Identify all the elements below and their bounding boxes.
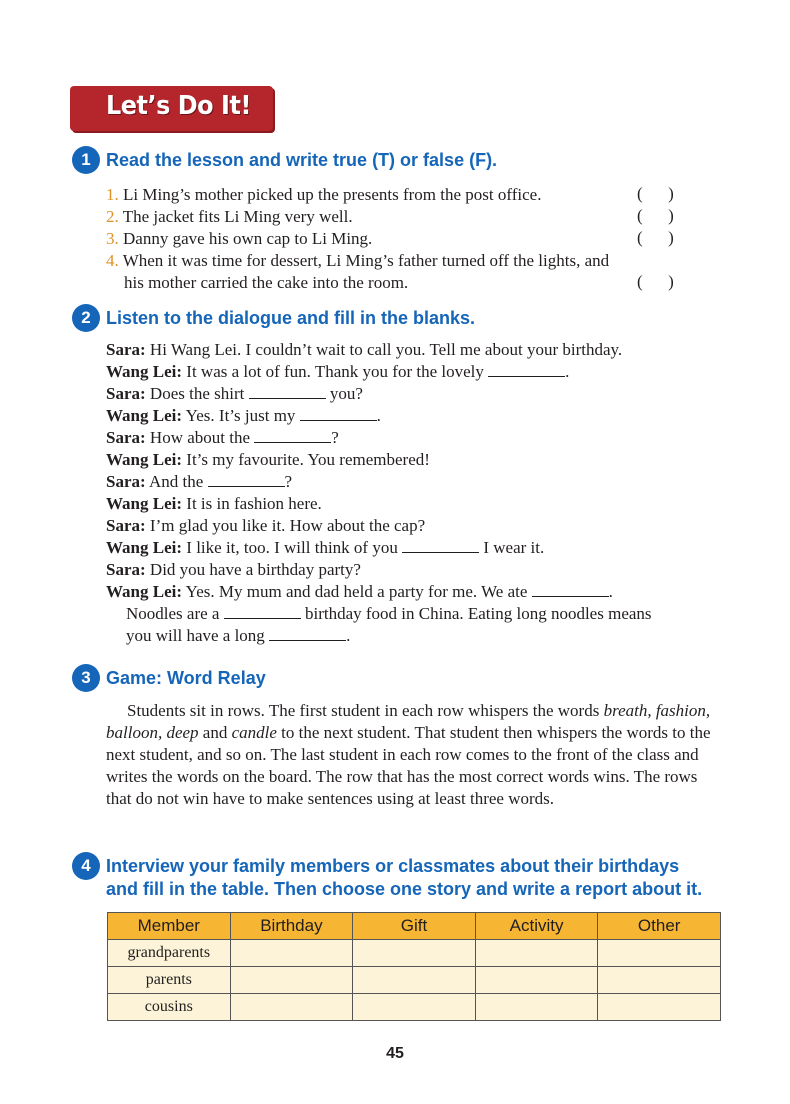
- fill-blank[interactable]: [402, 537, 479, 553]
- dialogue-line: Sara: How about the ?: [106, 428, 339, 447]
- section-3-number: 3: [72, 664, 100, 692]
- table-cell[interactable]: [475, 994, 598, 1021]
- page-number: 45: [386, 1045, 404, 1062]
- table-cell[interactable]: [475, 940, 598, 967]
- dialogue-line-continued: Noodles are a birthday food in China. Eating long noodles means: [126, 604, 652, 623]
- game-instructions: Students sit in rows. The first student in each row whispers the words breath, fashion, balloon, deep and candle to the next student. That student then whispers the words to the next student, and so on. The last student in each row comes to the front of the class and writes the words on the board. The row that has the most correct words wins. The rows that do not win have to make sentences using at least three words.: [106, 701, 711, 808]
- tf-item-4: 4. When it was time for dessert, Li Ming’s father turned off the lights, and: [106, 251, 610, 270]
- dialogue-line: Sara: And the ?: [106, 472, 293, 491]
- tf-answer-box-4[interactable]: ( ): [637, 272, 674, 291]
- fill-blank[interactable]: [254, 427, 331, 443]
- tf-answer-box-1[interactable]: ( ): [637, 184, 674, 203]
- column-header-gift: Gift: [353, 913, 476, 940]
- dialogue-line: Sara: Did you have a birthday party?: [106, 560, 361, 579]
- dialogue-line: Sara: I’m glad you like it. How about the cap?: [106, 516, 426, 535]
- dialogue-line: Sara: Hi Wang Lei. I couldn’t wait to call you. Tell me about your birthday.: [106, 340, 623, 359]
- dialogue-line: Wang Lei: It is in fashion here.: [106, 494, 322, 513]
- dialogue-line: Wang Lei: It’s my favourite. You remembered!: [106, 450, 430, 469]
- lets-do-it-banner: [70, 86, 273, 131]
- table-cell[interactable]: [598, 967, 721, 994]
- fill-blank[interactable]: [532, 581, 609, 597]
- fill-blank[interactable]: [269, 625, 346, 641]
- section-4-title-line-2: and fill in the table. Then choose one story and write a report about it.: [106, 879, 703, 899]
- fill-blank[interactable]: [208, 471, 285, 487]
- tf-answer-box-2[interactable]: ( ): [637, 206, 674, 225]
- table-cell[interactable]: [230, 994, 353, 1021]
- birthday-interview-table: [107, 912, 721, 1021]
- column-header-birthday: Birthday: [230, 913, 353, 940]
- section-4-title-line-1: Interview your family members or classmates about their birthdays: [106, 856, 680, 876]
- banner-title: Let’s Do It!: [106, 91, 251, 121]
- fill-blank[interactable]: [300, 405, 377, 421]
- tf-item-3: 3. Danny gave his own cap to Li Ming.: [106, 229, 373, 248]
- dialogue-line-continued: you will have a long .: [126, 626, 351, 645]
- dialogue-line: Wang Lei: It was a lot of fun. Thank you for the lovely .: [106, 362, 570, 381]
- table-row: [108, 967, 721, 994]
- tf-answer-box-3[interactable]: ( ): [637, 228, 674, 247]
- table-header-row: [108, 913, 721, 940]
- table-cell[interactable]: [353, 940, 476, 967]
- table-row: [108, 940, 721, 967]
- fill-blank[interactable]: [249, 383, 326, 399]
- tf-item-4-continued: his mother carried the cake into the room.: [124, 273, 409, 292]
- table-cell[interactable]: [230, 940, 353, 967]
- fill-blank[interactable]: [488, 361, 565, 377]
- table-cell[interactable]: [475, 967, 598, 994]
- section-2-number: 2: [72, 304, 100, 332]
- row-label-grandparents: grandparents: [108, 940, 231, 967]
- column-header-member: Member: [108, 913, 231, 940]
- dialogue-line: Wang Lei: Yes. My mum and dad held a party for me. We ate .: [106, 582, 613, 601]
- tf-item-1: 1. Li Ming’s mother picked up the presents from the post office.: [106, 185, 542, 204]
- dialogue-line: Wang Lei: I like it, too. I will think of you I wear it.: [106, 538, 545, 557]
- table-row: [108, 994, 721, 1021]
- section-1-number: 1: [72, 146, 100, 174]
- dialogue-line: Sara: Does the shirt you?: [106, 384, 363, 403]
- table-cell[interactable]: [598, 940, 721, 967]
- section-3-title: Game: Word Relay: [106, 668, 266, 688]
- column-header-activity: Activity: [475, 913, 598, 940]
- column-header-other: Other: [598, 913, 721, 940]
- table-cell[interactable]: [230, 967, 353, 994]
- fill-blank[interactable]: [224, 603, 301, 619]
- dialogue-line: Wang Lei: Yes. It’s just my .: [106, 406, 381, 425]
- table-cell[interactable]: [353, 967, 476, 994]
- section-4-number: 4: [72, 852, 100, 880]
- row-label-cousins: cousins: [108, 994, 231, 1021]
- row-label-parents: parents: [108, 967, 231, 994]
- section-2-title: Listen to the dialogue and fill in the blanks.: [106, 308, 476, 328]
- tf-item-2: 2. The jacket fits Li Ming very well.: [106, 207, 353, 226]
- table-cell[interactable]: [353, 994, 476, 1021]
- table-cell[interactable]: [598, 994, 721, 1021]
- section-1-title: Read the lesson and write true (T) or false (F).: [106, 150, 498, 170]
